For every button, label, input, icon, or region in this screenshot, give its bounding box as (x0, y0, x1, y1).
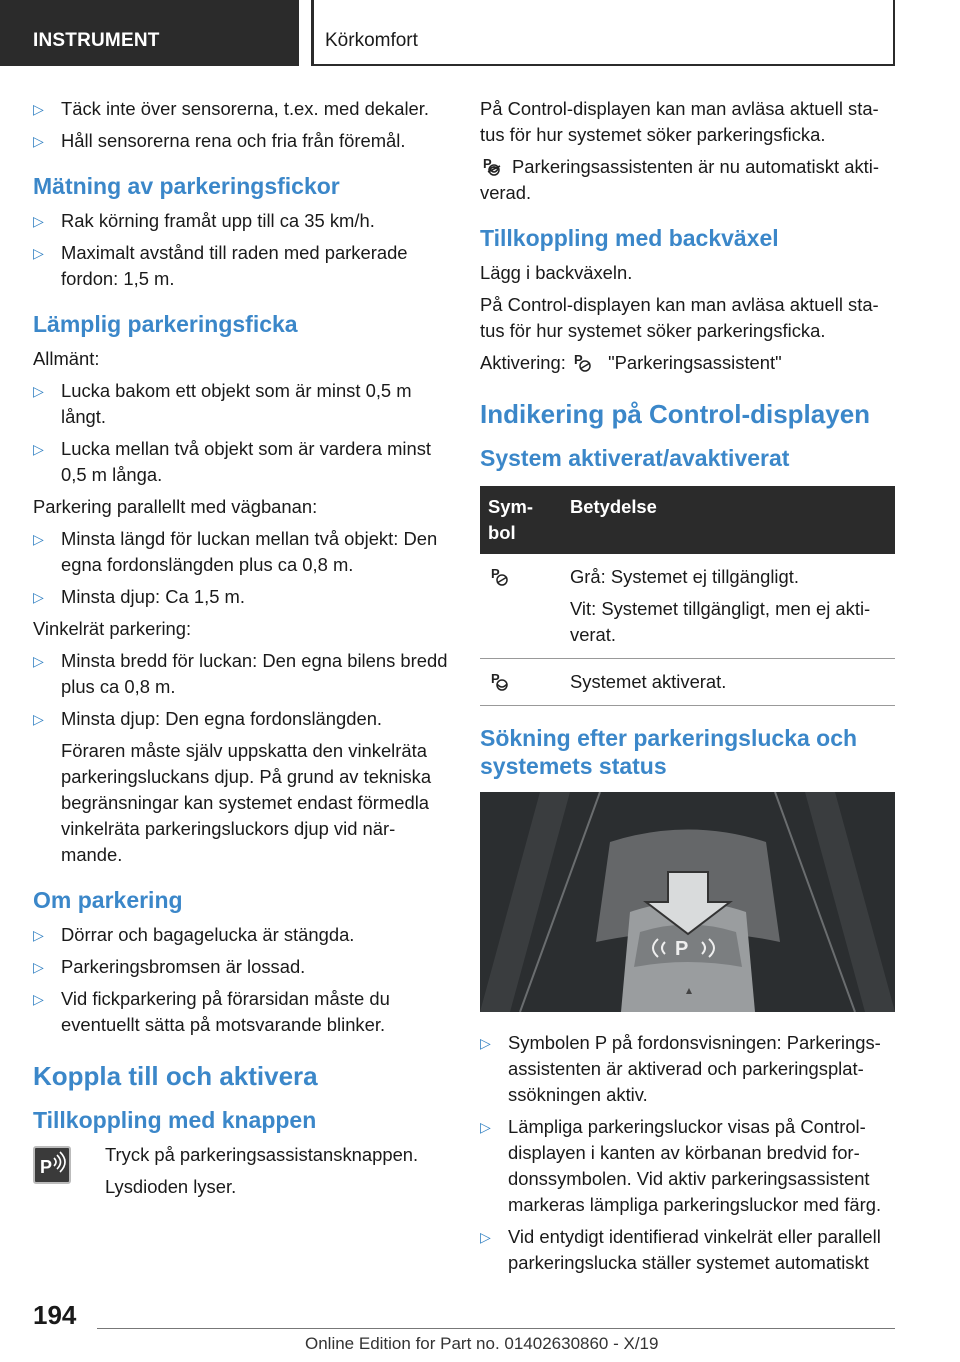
paragraph: Allmänt: (33, 348, 100, 369)
heading-system: System aktiverat/avaktiverat (480, 445, 790, 471)
page-header (0, 0, 960, 66)
section-tab (0, 0, 299, 66)
paragraph: På Control-displayen kan man avläsa aktuell status för hur systemet söker parkeringsficka. (480, 98, 879, 145)
note-text: Föraren måste själv uppskatta den vinkelräta parkeringsluckans djup. På grund av tekniska begränsningar kan systemet endast förmedla vinkelräta parkeringsluckors djup vid närmande. (61, 740, 432, 865)
heading-lamplig: Lämplig parkeringsficka (33, 311, 298, 337)
footer-divider (97, 1328, 895, 1329)
list-item: ▷ Vid entydigt identifierad vinkelrät eller parallell parkeringslucka ställer systemet automatiskt (480, 1224, 896, 1276)
paragraph: P Parkeringsassistenten är nu automatiskt aktiverad. (480, 156, 879, 203)
symbol-table (480, 486, 895, 706)
heading-sokning: Sökning efter parkeringslucka och systemets status (480, 725, 858, 779)
list-item: ▷ Parkeringsbromsen är lossad. (33, 954, 448, 980)
chapter-title: Körkomfort (325, 30, 418, 51)
parking-assist-icon (482, 155, 506, 177)
heading-matning: Mätning av parkeringsfickor (33, 173, 340, 199)
table-header-meaning: Betydelse (562, 486, 895, 554)
list-item: ▷ Täck inte över sensorerna, t.ex. med dekaler. (33, 96, 448, 122)
heading-knappen: Tillkoppling med knappen (33, 1107, 317, 1133)
heading-indikering: Indikering på Control-displayen (480, 399, 871, 429)
right-column (480, 96, 896, 1282)
left-column (33, 96, 448, 1206)
paragraph: Parkering parallellt med vägbanan: (33, 496, 318, 517)
list-item: ▷ Håll sensorerna rena och fria från föremål. (33, 128, 448, 154)
list-item: ▷ Lämpliga parkeringsluckor visas på Control-displayen i kanten av körbanan bredvid fordonssymbolen. Vid aktiv parkeringsassistent markeras lämpliga parkeringsluckor med färg. (480, 1114, 896, 1218)
cell-text: Systemet aktiverat. (562, 659, 895, 706)
button-instruction (33, 1142, 448, 1200)
list-item: ▷ Rak körning framåt upp till ca 35 km/h. (33, 208, 448, 234)
svg-text:P: P (483, 156, 492, 171)
list-item: ▷ Minsta djup: Ca 1,5 m. (33, 584, 448, 610)
heading-om-parkering: Om parkering (33, 887, 183, 913)
svg-text:P: P (491, 566, 500, 581)
heading-koppla: Koppla till och aktivera (33, 1061, 318, 1091)
svg-text:P: P (40, 1157, 53, 1177)
paragraph: Lägg i backväxeln. (480, 262, 633, 283)
table-header-symbol: Symbol (480, 486, 562, 554)
svg-text:P: P (675, 938, 689, 960)
parking-view-illustration (480, 792, 895, 1012)
svg-text:P: P (573, 352, 583, 367)
list-item: ▷ Symbolen P på fordonsvisningen: Parkeringsassistenten är aktiverad och parkeringsplatssökningen aktiv. (480, 1030, 896, 1108)
list-item: ▷ Maximalt avstånd till raden med parkerade fordon: 1,5 m. (33, 240, 448, 292)
list-item: ▷ Lucka mellan två objekt som är vardera minst 0,5 m långa. (33, 436, 448, 488)
paragraph: Tryck på parkeringsassistansknappen. (105, 1144, 419, 1165)
cell-text: Grå: Systemet ej tillgängligt. (570, 566, 799, 587)
parking-assist-button-icon (33, 1146, 71, 1184)
list-item: ▷ Lucka bakom ett objekt som är minst 0,5 m långt. (33, 378, 448, 430)
section-title: INSTRUMENT (33, 30, 160, 51)
list-item: ▷ Dörrar och bagagelucka är stängda. (33, 922, 448, 948)
control-display-image (480, 792, 895, 1012)
cell-text: Vit: Systemet tillgängligt, men ej aktiverat. (570, 598, 871, 645)
edition-note: Online Edition for Part no. 01402630860 - X/19 (305, 1334, 659, 1353)
parking-assist-active-icon (490, 670, 514, 692)
paragraph: Aktivering: P "Parkeringsassistent" (480, 352, 782, 373)
list-item: ▷ Vid fickparkering på förarsidan måste du eventuellt sätta på motsvarande blinker. (33, 986, 448, 1038)
list-item: ▷ Minsta längd för luckan mellan två objekt: Den egna fordonslängden plus ca 0,8 m. (33, 526, 448, 578)
paragraph: Lysdioden lyser. (105, 1176, 237, 1197)
table-row (480, 554, 895, 659)
table-header-row (480, 486, 895, 554)
paragraph: Vinkelrät parkering: (33, 618, 192, 639)
parking-assist-icon (573, 351, 597, 373)
paragraph: På Control-displayen kan man avläsa aktuell status för hur systemet söker parkeringsficka. (480, 294, 879, 341)
page-number: 194 (33, 1300, 77, 1330)
parking-assist-inactive-icon (490, 565, 514, 587)
table-row (480, 659, 895, 706)
svg-text:P: P (491, 671, 500, 686)
list-item: ▷ Minsta bredd för luckan: Den egna bilens bredd plus ca 0,8 m. (33, 648, 448, 700)
chapter-tab (311, 0, 895, 66)
heading-backvaxel: Tillkoppling med backväxel (480, 225, 779, 251)
list-item: ▷ Minsta djup: Den egna fordonslängden. Föraren måste själv uppskatta den vinkelräta parkeringsluckans djup. På grund av tekniska begränsningar kan systemet endast förmedla vinkelräta parkeringsluckors djup vid närmande. (33, 706, 448, 868)
